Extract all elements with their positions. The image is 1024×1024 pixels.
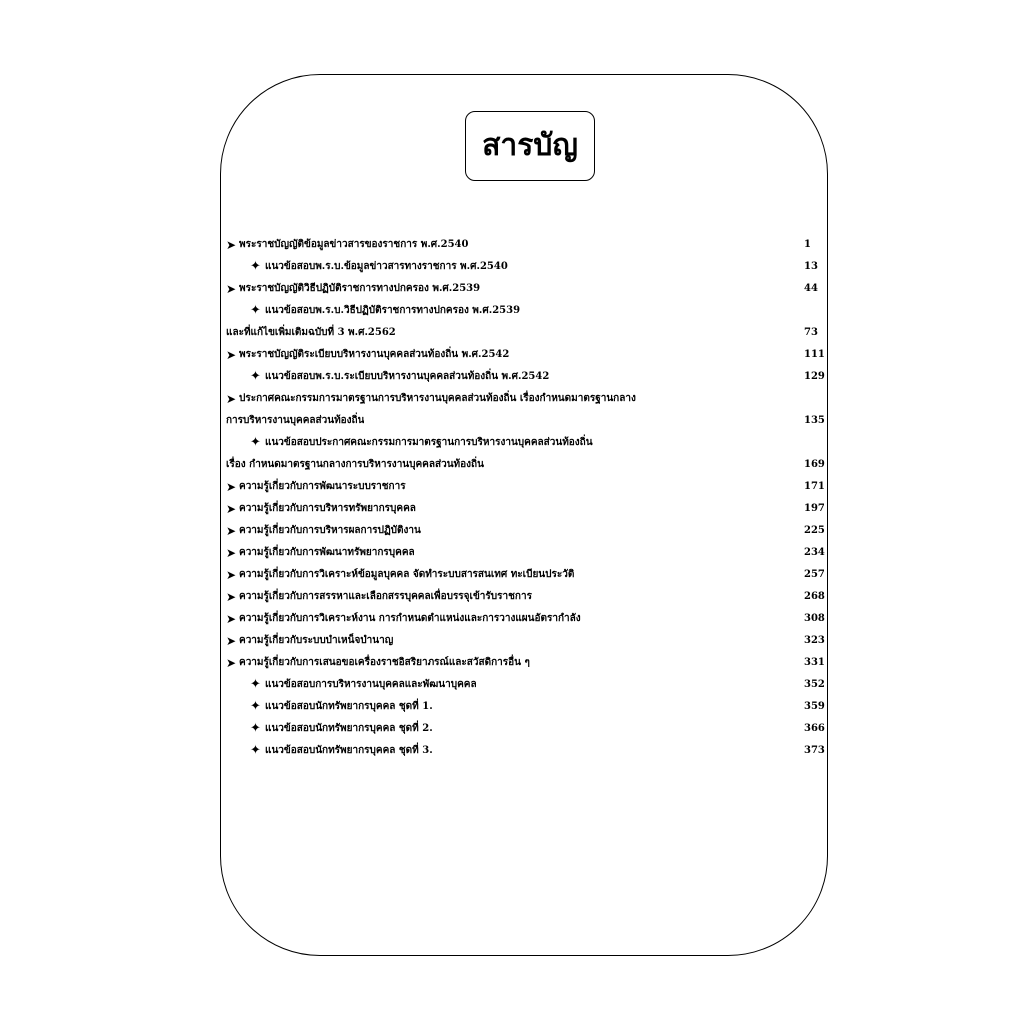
toc-entry bbox=[226, 630, 825, 652]
toc-entry-title: แนวข้อสอบพ.ร.บ.วิธีปฏิบัติราชการทางปกครอง พ.ศ.2539 bbox=[265, 305, 521, 316]
four-pointed-star-icon: ✦ bbox=[250, 259, 261, 274]
toc-entry-page-number: 44 bbox=[804, 283, 818, 294]
toc-entry bbox=[226, 234, 822, 256]
toc-entry-page-number: 1 bbox=[804, 239, 811, 250]
toc-entry bbox=[226, 498, 825, 520]
toc-entry-page-number: 13 bbox=[804, 261, 818, 272]
toc-entry bbox=[226, 652, 825, 674]
toc-entry-title: พระราชบัญญัติระเบียบบริหารงานบุคคลส่วนท้องถิ่น พ.ศ.2542 bbox=[239, 349, 510, 360]
arrowhead-bullet-icon: ➤ bbox=[226, 238, 237, 252]
arrowhead-bullet-icon: ➤ bbox=[226, 568, 237, 582]
toc-entry bbox=[226, 300, 822, 322]
toc-entry-page-number: 373 bbox=[804, 745, 825, 756]
toc-entry-title: ความรู้เกี่ยวกับการวิเคราะห์งาน การกำหนดตำแหน่งและการวางแผนอัตรากำลัง bbox=[239, 613, 581, 624]
toc-entry-page-number: 171 bbox=[804, 481, 825, 492]
toc-entry-title: แนวข้อสอบการบริหารงานบุคคลและพัฒนาบุคคล bbox=[265, 679, 477, 690]
arrowhead-bullet-icon: ➤ bbox=[226, 282, 237, 296]
toc-entry-page-number: 135 bbox=[804, 415, 825, 426]
toc-entry bbox=[226, 476, 825, 498]
toc-entry-title: ความรู้เกี่ยวกับการพัฒนาทรัพยากรบุคคล bbox=[239, 547, 415, 558]
arrowhead-bullet-icon: ➤ bbox=[226, 348, 237, 362]
toc-entry-page-number: 257 bbox=[804, 569, 825, 580]
toc-entry-page-number: 366 bbox=[804, 723, 825, 734]
toc-entry-page-number: 234 bbox=[804, 547, 825, 558]
toc-entry bbox=[226, 608, 825, 630]
toc-entry-page-number: 225 bbox=[804, 525, 825, 536]
toc-entry-page-number: 352 bbox=[804, 679, 825, 690]
four-pointed-star-icon: ✦ bbox=[250, 743, 261, 758]
toc-entry bbox=[226, 586, 825, 608]
toc-entry bbox=[226, 410, 825, 432]
toc-entry-title: และที่แก้ไขเพิ่มเติมฉบับที่ 3 พ.ศ.2562 bbox=[226, 327, 396, 338]
arrowhead-bullet-icon: ➤ bbox=[226, 502, 237, 516]
toc-entry-page-number: 308 bbox=[804, 613, 825, 624]
arrowhead-bullet-icon: ➤ bbox=[226, 612, 237, 626]
arrowhead-bullet-icon: ➤ bbox=[226, 590, 237, 604]
title-box bbox=[465, 111, 595, 181]
toc-entry-title: ความรู้เกี่ยวกับการบริหารทรัพยากรบุคคล bbox=[239, 503, 416, 514]
toc-entry-page-number: 73 bbox=[804, 327, 818, 338]
toc-entry-page-number: 331 bbox=[804, 657, 825, 668]
toc-entry bbox=[226, 432, 822, 454]
toc-entry bbox=[226, 344, 825, 366]
toc-entry-title: ความรู้เกี่ยวกับการวิเคราะห์ข้อมูลบุคคล จัดทำระบบสารสนเทศ ทะเบียนประวัติ bbox=[239, 569, 575, 580]
toc-entry bbox=[226, 256, 822, 278]
toc-entry-page-number: 169 bbox=[804, 459, 825, 470]
table-of-contents bbox=[226, 234, 825, 762]
toc-entry bbox=[226, 388, 822, 410]
arrowhead-bullet-icon: ➤ bbox=[226, 634, 237, 648]
four-pointed-star-icon: ✦ bbox=[250, 435, 261, 450]
toc-entry-title: พระราชบัญญัติวิธีปฏิบัติราชการทางปกครอง พ.ศ.2539 bbox=[239, 283, 481, 294]
toc-entry bbox=[226, 740, 825, 762]
arrowhead-bullet-icon: ➤ bbox=[226, 524, 237, 538]
toc-entry-page-number: 323 bbox=[804, 635, 825, 646]
toc-entry-title: ความรู้เกี่ยวกับการบริหารผลการปฏิบัติงาน bbox=[239, 525, 421, 536]
toc-entry-title: ประกาศคณะกรรมการมาตรฐานการบริหารงานบุคคลส่วนท้องถิ่น เรื่องกำหนดมาตรฐานกลาง bbox=[239, 393, 636, 404]
toc-entry bbox=[226, 322, 822, 344]
toc-entry bbox=[226, 366, 825, 388]
toc-entry-title: ความรู้เกี่ยวกับการสรรหาและเลือกสรรบุคคลเพื่อบรรจุเข้ารับราชการ bbox=[239, 591, 532, 602]
toc-entry-title: พระราชบัญญัติข้อมูลข่าวสารของราชการ พ.ศ.2540 bbox=[239, 239, 469, 250]
page-title: สารบัญ bbox=[482, 128, 578, 163]
toc-entry-title: ความรู้เกี่ยวกับระบบบำเหน็จบำนาญ bbox=[239, 635, 394, 646]
toc-entry-title: ความรู้เกี่ยวกับการพัฒนาระบบราชการ bbox=[239, 481, 406, 492]
four-pointed-star-icon: ✦ bbox=[250, 677, 261, 692]
toc-entry-page-number: 268 bbox=[804, 591, 825, 602]
toc-entry-title: แนวข้อสอบนักทรัพยากรบุคคล ชุดที่ 3. bbox=[265, 745, 433, 756]
toc-entry-page-number: 359 bbox=[804, 701, 825, 712]
toc-entry-title: แนวข้อสอบนักทรัพยากรบุคคล ชุดที่ 1. bbox=[265, 701, 433, 712]
toc-entry-title: แนวข้อสอบพ.ร.บ.ข้อมูลข่าวสารทางราชการ พ.ศ.2540 bbox=[265, 261, 508, 272]
toc-entry bbox=[226, 454, 825, 476]
four-pointed-star-icon: ✦ bbox=[250, 303, 261, 318]
toc-entry bbox=[226, 564, 825, 586]
toc-entry bbox=[226, 718, 825, 740]
toc-entry-title: เรื่อง กำหนดมาตรฐานกลางการบริหารงานบุคคลส่วนท้องถิ่น bbox=[226, 459, 484, 470]
toc-entry-title: แนวข้อสอบนักทรัพยากรบุคคล ชุดที่ 2. bbox=[265, 723, 433, 734]
toc-entry-title: แนวข้อสอบประกาศคณะกรรมการมาตรฐานการบริหารงานบุคคลส่วนท้องถิ่น bbox=[265, 437, 593, 448]
arrowhead-bullet-icon: ➤ bbox=[226, 546, 237, 560]
toc-entry bbox=[226, 542, 825, 564]
arrowhead-bullet-icon: ➤ bbox=[226, 656, 237, 670]
toc-entry bbox=[226, 674, 825, 696]
toc-entry-title: ความรู้เกี่ยวกับการเสนอขอเครื่องราชอิสริยาภรณ์และสวัสดิการอื่น ๆ bbox=[239, 657, 530, 668]
four-pointed-star-icon: ✦ bbox=[250, 699, 261, 714]
toc-entry-title: การบริหารงานบุคคลส่วนท้องถิ่น bbox=[226, 415, 365, 426]
toc-entry bbox=[226, 278, 822, 300]
toc-entry bbox=[226, 696, 825, 718]
four-pointed-star-icon: ✦ bbox=[250, 721, 261, 736]
toc-entry-page-number: 129 bbox=[804, 371, 825, 382]
arrowhead-bullet-icon: ➤ bbox=[226, 392, 237, 406]
toc-entry-title: แนวข้อสอบพ.ร.บ.ระเบียบบริหารงานบุคคลส่วนท้องถิ่น พ.ศ.2542 bbox=[265, 371, 550, 382]
toc-entry-page-number: 111 bbox=[804, 349, 825, 360]
arrowhead-bullet-icon: ➤ bbox=[226, 480, 237, 494]
toc-entry bbox=[226, 520, 825, 542]
four-pointed-star-icon: ✦ bbox=[250, 369, 261, 384]
toc-entry-page-number: 197 bbox=[804, 503, 825, 514]
